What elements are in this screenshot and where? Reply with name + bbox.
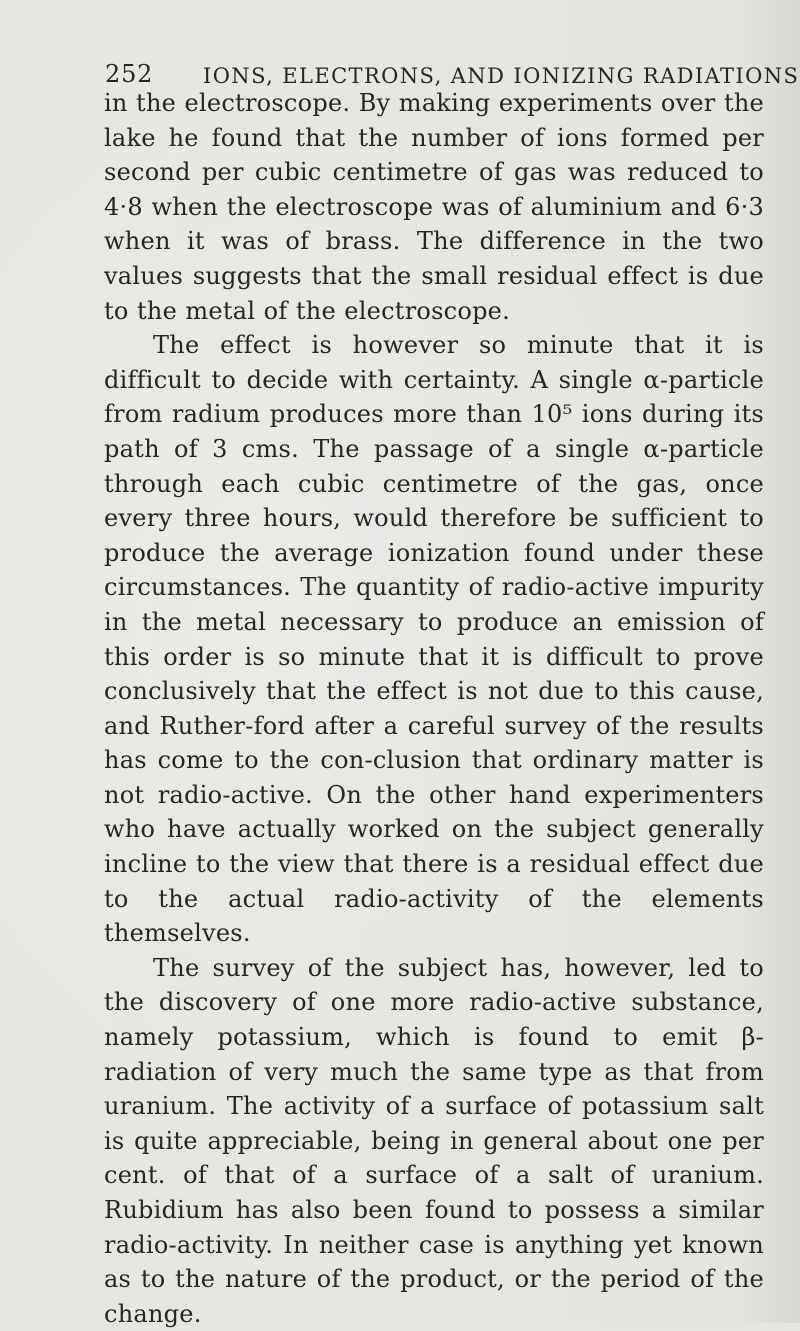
paragraph-effect-minute: The effect is however so minute that it is difficult to decide with certainty. A single α-particle from radium produces more than 10⁵ ions during its path of 3 cms. The passage of a single α-particle through each cubic centimetre of the gas, once every three hours, would therefore be sufficient to produce the average ionization found under these circumstances. The quantity of radio-active impurity in the metal necessary to produce an emission of this order is so minute that it is difficult to prove conclusively that the effect is not due to this cause, and Ruther-ford after a careful survey of the results has come to the con-clusion that ordinary matter is not radio-active. On the other hand experimenters who have actually worked on the subject generally incline to the view that there is a residual effect due to the actual radio-activity of the elements themselves. [104, 331, 764, 948]
body-text [104, 86, 764, 1331]
paragraph-potassium-radioactivity: The survey of the subject has, however, led to the discovery of one more radio-active substance, namely potassium, which is found to emit β-radiation of very much the same type as that from uranium. The activity of a surface of potassium salt is quite appreciable, being in general about one per cent. of that of a surface of a salt of uranium. Rubidium has also been found to possess a similar radio-activity. In neither case is anything yet known as to the nature of the product, or the period of the change. [104, 953, 764, 1328]
paragraph-continuation: in the electroscope. By making experiments over the lake he found that the number of ions formed per second per cubic centimetre of gas was reduced to 4·8 when the electroscope was of aluminium and 6·3 when it was of brass. The difference in the two values suggests that the small residual effect is due to the metal of the electroscope. [104, 89, 764, 325]
page-number: 252 [105, 60, 154, 88]
running-title: IONS, ELECTRONS, AND IONIZING RADIATIONS [203, 64, 800, 88]
